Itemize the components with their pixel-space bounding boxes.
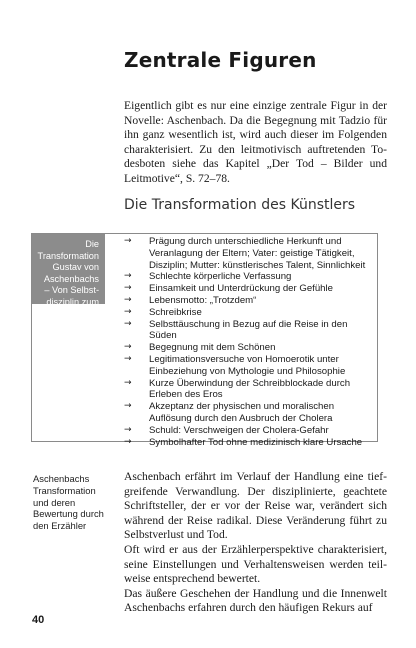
arrow-icon: →	[124, 283, 132, 294]
list-item: → Legitimationsversuche von Homoerotik unter Einbeziehung von Mythologie und Philosophie	[124, 353, 346, 377]
list-item: → Lebensmotto: „Trotzdem“	[124, 294, 257, 306]
arrow-icon: →	[124, 377, 132, 388]
margin-note: Aschenbachs Transformation und deren Bewertung durch den Erzähler	[33, 473, 104, 532]
intro-text: Eigentlich gibt es nur eine einzige zentrale Figur in der Novelle: Aschenbach. Da die Begegnung mit Tadzio für ihn ganz wesentlich ist, wird auch dieser im Folgenden charakterisiert. Zu den leitmotivisch auftretenden Todesboten siehe das Kapitel „Der Tod – Bilder und Leitmotive“, S. 72–78.	[124, 99, 387, 185]
summary-box-label: Die Transformation Gustav von Aschenbachs – Von Selbstdisziplin zum Selbstverlust	[32, 234, 105, 304]
list-item: → Schlechte körperliche Verfassung	[124, 271, 292, 283]
list-item: → Begegnung mit dem Schönen	[124, 342, 276, 354]
list-item: → Selbsttäuschung in Bezug auf die Reise in den Süden	[124, 318, 348, 342]
arrow-icon: →	[124, 271, 132, 282]
page-number: 40	[32, 614, 45, 626]
summary-list	[124, 236, 374, 448]
arrow-icon: →	[124, 353, 132, 364]
body-paragraph: Das äußere Geschehen der Handlung und die Innenwelt Aschenbachs erfahren durch den häufigen Rekurs auf	[124, 586, 387, 615]
body-text	[124, 470, 387, 616]
list-item: → Prägung durch unterschiedliche Herkunft und Veranlagung der Eltern; Vater: geistige Tätigkeit, Disziplin; Mutter: künstlerisches Talent, Sinnlichkeit	[124, 236, 366, 271]
list-item: → Schuld: Verschweigen der Cholera-Gefahr	[124, 424, 329, 436]
list-item: → Schreibkrise	[124, 306, 202, 318]
arrow-icon: →	[124, 306, 132, 317]
arrow-icon: →	[124, 436, 132, 447]
chapter-heading: Zentrale Figuren	[124, 48, 317, 72]
intro-paragraph	[124, 99, 387, 187]
arrow-icon: →	[124, 424, 132, 435]
arrow-icon: →	[124, 401, 132, 412]
body-paragraph: Oft wird er aus der Erzählerperspektive charakterisiert, seine Einstellungen und Verhaltensweisen werden teilweise entsprechend bewertet.	[124, 542, 387, 586]
list-item: → Kurze Überwindung der Schreibblockade durch Erleben des Eros	[124, 377, 351, 401]
arrow-icon: →	[124, 318, 132, 329]
arrow-icon: →	[124, 294, 132, 305]
arrow-icon: →	[124, 236, 132, 246]
section-heading: Die Transformation des Künstlers	[124, 197, 356, 213]
list-item: → Akzeptanz der physischen und moralischen Auflösung durch den Ausbruch der Cholera	[124, 401, 335, 424]
list-item: → Symbolhafter Tod ohne medizinisch klare Ursache	[124, 436, 363, 448]
arrow-icon: →	[124, 342, 132, 353]
body-paragraph: Aschenbach erfährt im Verlauf der Handlung eine tiefgreifende Verwandlung. Der disziplinierte, geachtete Schriftsteller, der er vor der Reise war, verändert sich während der Reise radikal. Diese Veränderung führt zu Selbstverlust und Tod.	[124, 470, 387, 542]
list-item: → Einsamkeit und Unterdrückung der Gefühle	[124, 283, 333, 295]
